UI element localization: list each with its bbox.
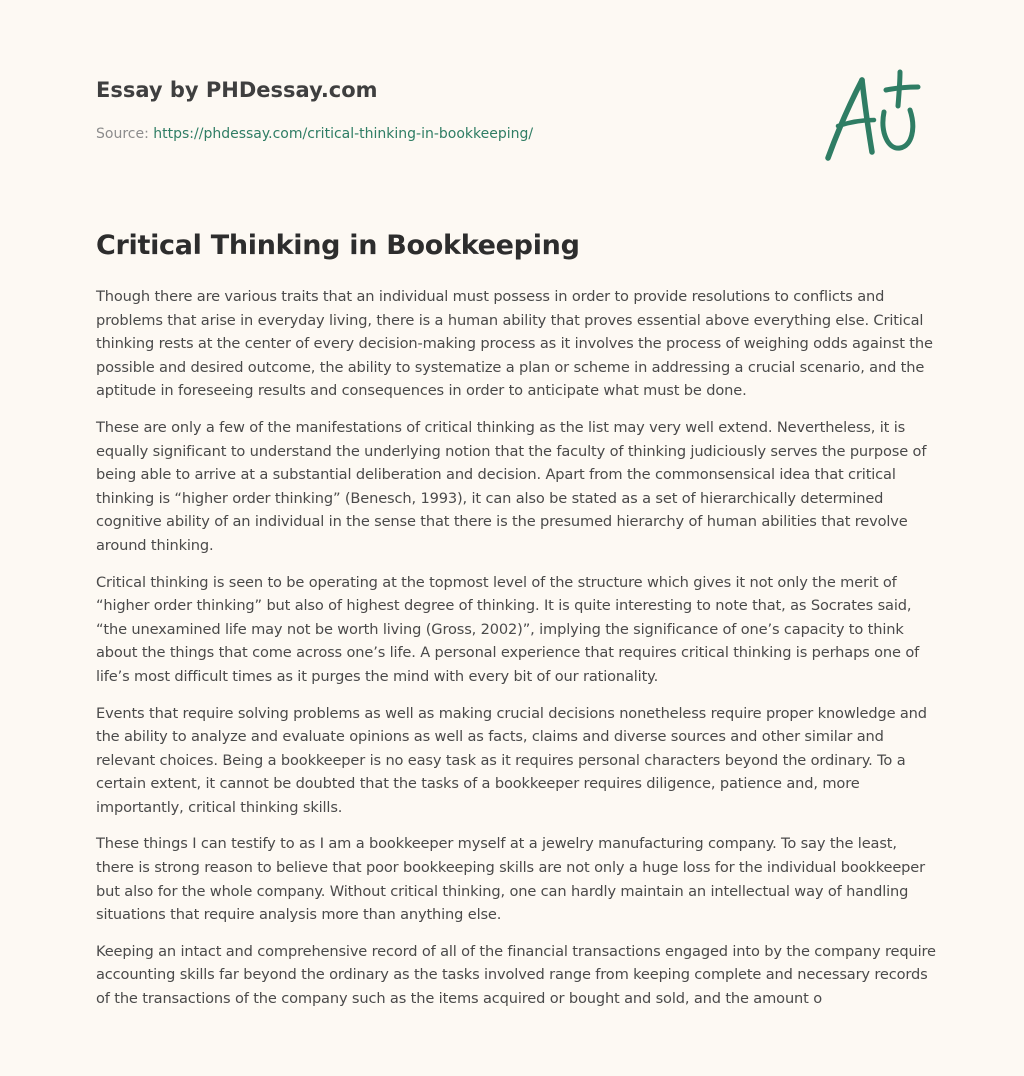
source-line [96,124,796,144]
essay-paragraph: Critical thinking is seen to be operating at the topmost level of the structure which gives it not only the merit of “higher order thinking” but also of highest degree of thinking. It is quite interesting to note that, as Socrates said, “the unexamined life may not be worth living (Gross, 2002)”, implying the significance of one’s capacity to think about the things that come across one’s life. A personal experience that requires critical thinking is perhaps one of life’s most difficult times as it purges the mind with every bit of our rationality. [96,573,920,685]
source-label: Source: [96,126,149,142]
essay-paragraph: These are only a few of the manifestations of critical thinking as the list may very well extend. Nevertheless, it is equally significant to understand the underlying notion that the faculty of thinking judiciously serves the purpose of being able to arrive at a substantial deliberation and decision. Apart from the commonsensical idea that critical thinking is “higher order thinking” (Benesch, 1993), it can also be stated as a set of hierarchically determined cognitive ability of an individual in the sense that there is the presumed hierarchy of human abilities that revolve around thinking. [96,418,927,554]
essay-header [96,76,796,144]
essay-body [96,285,936,1024]
essay-title: Critical Thinking in Bookkeeping [96,230,580,261]
essay-paragraph: Events that require solving problems as well as making crucial decisions nonetheless require proper knowledge and the ability to analyze and evaluate opinions as well as facts, claims and diverse sources and other similar and relevant choices. Being a bookkeeper is no easy task as it requires personal characters beyond the ordinary. To a certain extent, it cannot be doubted that the tasks of a bookkeeper requires diligence, patience and, more importantly, critical thinking skills. [96,704,927,816]
essay-paragraph: These things I can testify to as I am a bookkeeper myself at a jewelry manufacturing company. To say the least, there is strong reason to believe that poor bookkeeping skills are not only a huge loss for the individual bookkeeper but also for the whole company. Without critical thinking, one can hardly maintain an intellectual way of handling situations that require analysis more than anything else. [96,835,925,924]
source-link[interactable]: https://phdessay.com/critical-thinking-in-bookkeeping/ [153,126,534,142]
a-plus-logo-icon [818,66,928,166]
essay-paragraph: Though there are various traits that an individual must possess in order to provide resolutions to conflicts and problems that arise in everyday living, there is a human ability that proves essential above everything else. Critical thinking rests at the center of every decision-making process as it involves the process of weighing odds against the possible and desired outcome, the ability to systematize a plan or scheme in addressing a crucial scenario, and the aptitude in foreseeing results and consequences in order to anticipate what must be done. [96,288,933,400]
essay-paragraph: Keeping an intact and comprehensive record of all of the financial transactions engaged into by the company require accounting skills far beyond the ordinary as the tasks involved range from keeping complete and necessary records of the transactions of the company such as the items acquired or bought and sold, and the amount o [96,942,936,1008]
site-title: Essay by PHDessay.com [96,78,378,102]
